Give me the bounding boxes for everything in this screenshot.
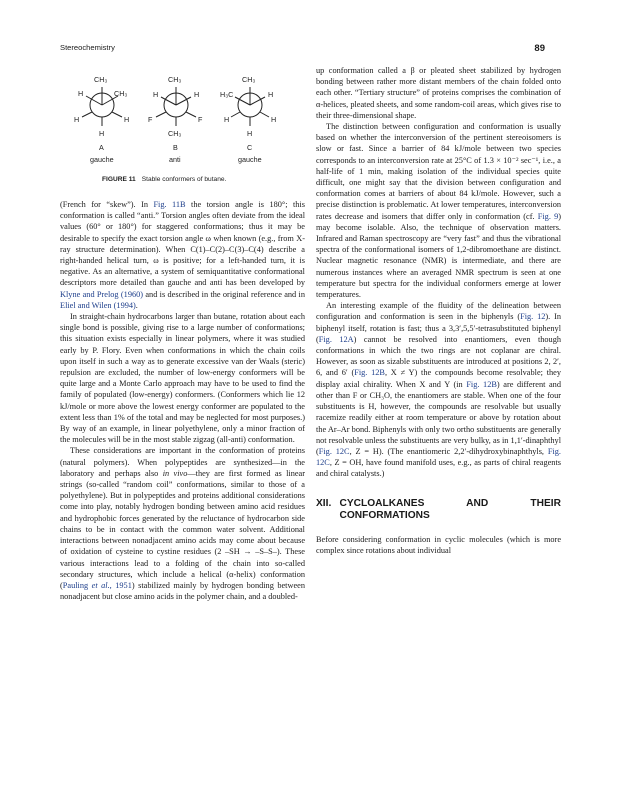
text-run: ) are different and other than F or CH₃O, the enantiomers are stable. When one of the four substituents is H, however, the compounds are resolvable but usually racemize readily either at room temperature or above by rotation about the Ar–Ar bond. Biphenyls with only two ortho substituents are generally not resolvable unless the substituents are very bulky, as in 1,1′-dinaphthyl ( — [316, 379, 561, 456]
figure-caption — [102, 176, 226, 183]
a-right-label: CH₃ — [114, 89, 128, 98]
b-bottom-label: CH₃ — [168, 129, 182, 138]
text-run: ) stabilized mainly by hydrogen bonding between nonadjacent but close amino acids in the polymer chain, and a doubled- — [60, 580, 305, 602]
running-title: Stereochemistry — [60, 43, 115, 52]
figure-butane-conformers — [64, 60, 300, 190]
text-run: These considerations are important in the conformation of proteins (natural polymers). When polypeptides are synthesized—in the laboratory and perhaps also — [60, 446, 305, 478]
paragraph — [60, 311, 305, 445]
cross-reference-link[interactable]: Klyne and Prelog (1960) — [60, 289, 144, 299]
paragraph — [60, 199, 305, 311]
text-run: , Z = H). (The enantiomeric 2,2′-dihydroxybinaphthyls, — [349, 446, 548, 456]
c-bottom-left-label: H — [224, 115, 230, 124]
text-run: —they are first formed as linear strings (so-called “random coil” conformations, similar to those of a polyethylene). But in polypeptides and proteins additional considerations come into play, notably hydrogen bonding between amino acid residues and hydrophobic forces generated by the reluctance of hydrocarbon side chains to be in contact with the common water solvent. Additional interactions between nonadjacent amino acids may come about because of oxidation of cysteine to cystine residues (2 –SH → –S–S–). These various interactions lead to a folding of the chain into so-called secondary structures, which include a helical (α-helix) conformation ( — [60, 468, 305, 590]
cross-reference-link[interactable]: Fig. 9 — [537, 211, 559, 221]
newman-c — [220, 75, 276, 164]
b-right-label: H — [194, 90, 200, 99]
c-bottom-right-label: H — [271, 115, 277, 124]
text-run: and is described in the original reference and in — [143, 289, 305, 299]
right-column-body — [316, 65, 561, 480]
paragraph — [316, 121, 561, 300]
text-run: . — [135, 300, 138, 310]
cross-reference-link[interactable]: et al. — [91, 580, 110, 590]
c-letter: C — [247, 143, 253, 152]
cross-reference-link[interactable]: Fig. 12 — [520, 312, 546, 322]
text-run: , Z = OH, have found manifold uses, e.g., as parts of chiral reagents and chiral catalysts.) — [316, 458, 561, 479]
right-column — [316, 65, 561, 556]
text-run: , X ≠ Y) the compounds become resolvable; they display axial chirality. When X and Y (in — [316, 368, 561, 389]
b-left-label: H — [153, 90, 159, 99]
cross-reference-link[interactable]: , 1951 — [109, 580, 132, 590]
text-run: ). In biphenyl itself, rotation is fast; thus a 3,3′,5,5′-tetrasubstituted biphenyl ( — [316, 312, 561, 344]
paragraph — [60, 445, 305, 602]
cross-reference-link[interactable]: Fig. 12C — [316, 446, 561, 468]
c-right-label: H — [268, 90, 274, 99]
section-heading — [316, 498, 561, 522]
text-run: the torsion angle is 180°; this conformation is called “anti.” Torsion angles often deviate from the ideal values (60° or 180°) for staggered conformations; thus it may be desirable to specify the exact torsion angle ω when known (e.g., from X-ray structure determination). When C(1)–C(2)–C(3)–C(4) describe a right-handed helical turn, ω is positive; for a left-handed turn, it is negative. As an alternative, a system of semiquantitative conformational descriptors more detailed than gauche and anti has been developed by — [60, 200, 305, 288]
c-name: gauche — [238, 155, 262, 164]
text-run: An interesting example of the fluidity of the delineation between configuration and conformation is seen in the biphenyls ( — [316, 301, 561, 322]
b-name: anti — [169, 155, 181, 164]
a-letter: A — [99, 143, 104, 152]
figure-number: FIGURE 11 — [102, 176, 136, 183]
page-number: 89 — [534, 43, 545, 54]
b-bottom-left-label: F — [148, 115, 153, 124]
cross-reference-link[interactable]: Fig. 12C — [318, 446, 350, 456]
b-letter: B — [173, 143, 178, 152]
text-run: (French for “skew”). In — [60, 200, 154, 209]
paragraph — [316, 65, 561, 121]
cross-reference-link[interactable]: Eliel and Wilen (1994) — [60, 300, 136, 310]
b-top-label: CH₃ — [168, 75, 182, 84]
text-run: up conformation called a β or pleated sheet stabilized by hydrogen bonding between rather more distant members of the chain folded onto each other. “Tertiary structure” of proteins comprises the combination of α-helices, pleated sheets, and some random-coil areas, which gives rise to their three-dimensional shape. — [316, 66, 561, 120]
figure-caption-text: Stable conformers of butane. — [141, 176, 227, 183]
a-top-label: CH₃ — [94, 75, 108, 84]
text-run: ) may become isolable. Also, the technique of observation matters. Infrared and Raman spectroscopy are “very fast” and thus the vibrational spectra of the conformational isomers of 1,2-dibromoethane are distinct. Nuclear magnetic resonance (NMR) is intermediate, and there are numerous instances where an averaged NMR spectrum is seen at one temperature but spectra for the individual conformers emerge at lower temperatures. — [316, 211, 561, 300]
newman-a — [74, 75, 129, 164]
a-name: gauche — [90, 155, 114, 164]
paragraph — [316, 300, 561, 479]
a-bottom-label: H — [99, 129, 105, 138]
text-run: in vivo — [162, 468, 188, 478]
c-top-label: CH₃ — [242, 75, 256, 84]
section-title: CYCLOALKANES AND THEIR CONFORMATIONS — [339, 497, 561, 521]
cross-reference-link[interactable]: Fig. 12A — [318, 334, 354, 344]
cross-reference-link[interactable]: Pauling — [62, 580, 92, 590]
a-left-label: H — [78, 89, 84, 98]
a-bottom-left-label: H — [74, 115, 80, 124]
a-bottom-right-label: H — [124, 115, 130, 124]
c-bottom-label: H — [247, 129, 253, 138]
closing-paragraph: Before considering conformation in cyclic molecules (which is more complex since rotations about individual — [316, 534, 561, 555]
newman-b — [148, 75, 203, 164]
text-run: ) cannot be resolved into enantiomers, even though conformations in which the two rings are not coplanar are chiral. However, as soon as sizable substituents are introduced at positions 2, 2′, 6, and 6′ ( — [316, 334, 561, 378]
b-bottom-right-label: F — [198, 115, 203, 124]
text-run: The distinction between configuration and conformation is usually based on whether the interconversion of the pertinent stereoisomers is slow or fast. Since a barrier of 84 kJ/mole between two species corresponds to an interconversion rate at 25°C of 1.3 × 10⁻² sec⁻¹, i.e., a half-life of 1 min, making isolation of the individual species quite difficult, one might say that the division between configuration and conformation comes at barriers of about 84 kJ/mole. However, such a precise distinction is problematic. At lower temperatures, interconversion rates decrease and isomers that differ only in conformation (cf. — [316, 122, 561, 221]
newman-projections — [64, 60, 300, 172]
cross-reference-link[interactable]: Fig. 11B — [153, 200, 186, 209]
text-run: In straight-chain hydrocarbons larger than butane, rotation about each single bond is possible, giving rise to a large number of conformations; this situation exists especially in linear polymers, where it was studied early by P. Flory. Even when conformations in which the chain coils upon itself in such a way as to generate excessive van der Waals (steric) repulsion are excluded, the number of low-energy conformers will be quite large and a Monte Carlo approach may have to be used to find the family of populated (low-energy) conformers. (Conformers which lie 12 kJ/mole or more above the lowest energy conformer are populated to the extent less than 1% of the total and may be neglected for most purposes.) By way of an example, in linear polyethylene, only a minor fraction of the molecules will be in the most stable zigzag (all-anti) conformation. — [60, 312, 305, 445]
cross-reference-link[interactable]: Fig. 12B — [466, 379, 497, 389]
left-column — [60, 199, 305, 602]
c-left-label: H₃C — [220, 90, 234, 99]
cross-reference-link[interactable]: Fig. 12B — [354, 368, 385, 378]
section-number: XII. — [316, 497, 332, 509]
